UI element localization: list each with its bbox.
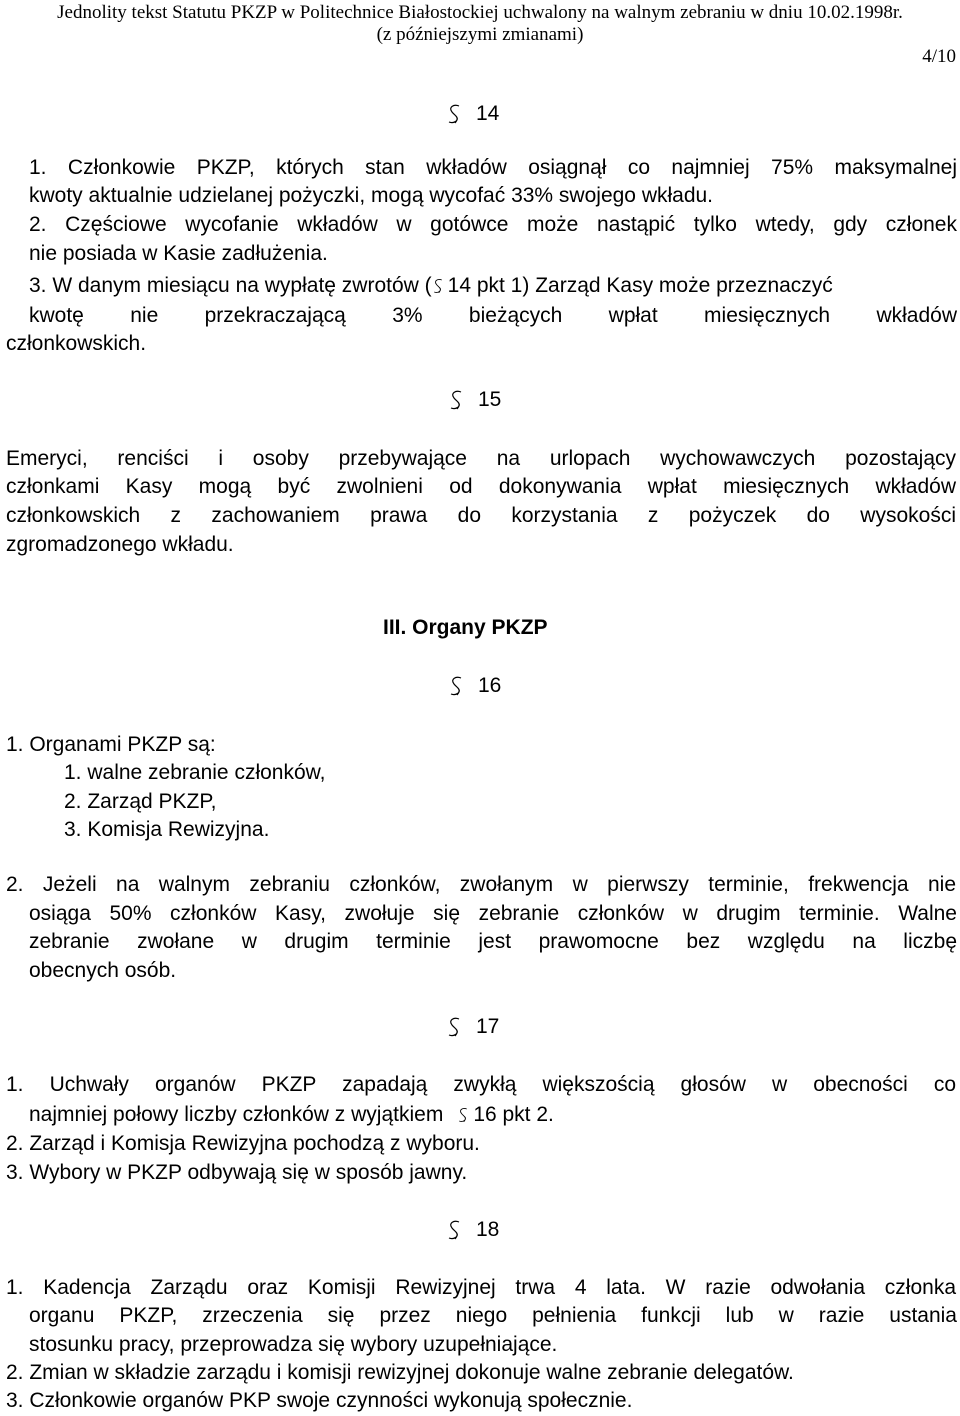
section-sign-icon <box>448 390 464 410</box>
section-number: 18 <box>476 1218 500 1241</box>
text-line: Emeryci, renciści i osoby przebywające na urlopach wychowawczych pozostający <box>6 447 956 470</box>
text-line: 1. Uchwały organów PKZP zapadają zwykłą większością głosów w obecności co <box>6 1073 956 1096</box>
section-sign-icon <box>446 1017 462 1037</box>
section-sign-icon <box>457 1106 469 1124</box>
text-line: stosunku pracy, przeprowadza się wybory uzupełniające. <box>29 1333 558 1356</box>
section-18-heading <box>446 1216 499 1244</box>
section-17-heading <box>446 1013 499 1041</box>
text-line: 2. Jeżeli na walnym zebraniu członków, zwołanym w pierwszy terminie, frekwencja nie <box>6 873 956 896</box>
text-line: 1. Kadencja Zarządu oraz Komisji Rewizyjnej trwa 4 lata. W razie odwołania członka <box>6 1276 956 1299</box>
text-line: organu PKZP, zrzeczenia się przez niego pełnienia funkcji lub w razie ustania <box>29 1304 957 1327</box>
text-line: członkowskich z zachowaniem prawa do korzystania z pożyczek do wysokości <box>6 504 956 527</box>
text-line: członkowskich. <box>6 332 147 355</box>
text-line: kwoty aktualnie udzielanej pożyczki, mogą wycofać 33% swojego wkładu. <box>29 184 714 207</box>
text-line: osiąga 50% członków Kasy, zwołuje się zebranie członków w drugim terminie. Walne <box>29 902 957 925</box>
text-line: członkami Kasy mogą być zwolnieni od dokonywania wpłat miesięcznych wkładów <box>6 475 956 498</box>
text-line: zgromadzonego wkładu. <box>6 533 234 556</box>
text-line: 3. Wybory w PKZP odbywają się w sposób jawny. <box>6 1161 468 1184</box>
list-item: 1. walne zebranie członków, <box>64 761 326 784</box>
text-line-part: 3. W danym miesiącu na wypłatę zwrotów ( <box>29 274 432 297</box>
section-14-heading <box>446 100 499 128</box>
text-line: 1. Organami PKZP są: <box>6 733 216 756</box>
text-line: nie posiada w Kasie zadłużenia. <box>29 242 328 265</box>
section-sign-icon <box>446 104 462 124</box>
text-line: 3. Członkowie organów PKP swoje czynności wykonują społecznie. <box>6 1389 633 1412</box>
section-sign-icon <box>448 676 464 696</box>
text-line: 2. Częściowe wycofanie wkładów w gotówce może nastąpić tylko wtedy, gdy członek <box>29 213 957 236</box>
section-15-heading <box>448 386 501 414</box>
text-line: kwotę nie przekraczającą 3% bieżących wpłat miesięcznych wkładów <box>29 304 957 327</box>
section-sign-icon <box>432 277 444 295</box>
list-item: 2. Zarząd PKZP, <box>64 790 217 813</box>
section-number: 17 <box>476 1015 500 1038</box>
text-line: 2. Zmian w składzie zarządu i komisji rewizyjnej dokonuje walne zebranie delegatów. <box>6 1361 794 1384</box>
document-header-title: Jednolity tekst Statutu PKZP w Politechnice Białostockiej uchwalony na walnym zebraniu w dniu 10.02.1998r. <box>57 2 903 23</box>
section-16-heading <box>448 672 501 700</box>
section-number: 14 <box>476 102 500 125</box>
text-line-part: 14 pkt 1) Zarząd Kasy może przeznaczyć <box>447 274 833 297</box>
list-item: 3. Komisja Rewizyjna. <box>64 818 270 841</box>
section-sign-icon <box>446 1220 462 1240</box>
page-number: 4/10 <box>922 46 956 67</box>
text-line-part: najmniej połowy liczby członków z wyjątkiem <box>29 1103 444 1126</box>
section-number: 16 <box>478 674 502 697</box>
text-line: 1. Członkowie PKZP, których stan wkładów osiągnął co najmniej 75% maksymalnej <box>29 156 957 179</box>
text-line-part: 16 pkt 2. <box>473 1103 554 1126</box>
text-line <box>29 1101 554 1129</box>
text-line: 2. Zarząd i Komisja Rewizyjna pochodzą z wyboru. <box>6 1132 480 1155</box>
text-line: obecnych osób. <box>29 959 177 982</box>
document-header-subtitle: (z późniejszymi zmianami) <box>376 24 584 45</box>
text-line <box>29 272 833 300</box>
text-line: zebranie zwołane w drugim terminie jest prawomocne bez względu na liczbę <box>29 930 957 953</box>
chapter-heading: III. Organy PKZP <box>383 616 548 639</box>
section-number: 15 <box>478 388 502 411</box>
